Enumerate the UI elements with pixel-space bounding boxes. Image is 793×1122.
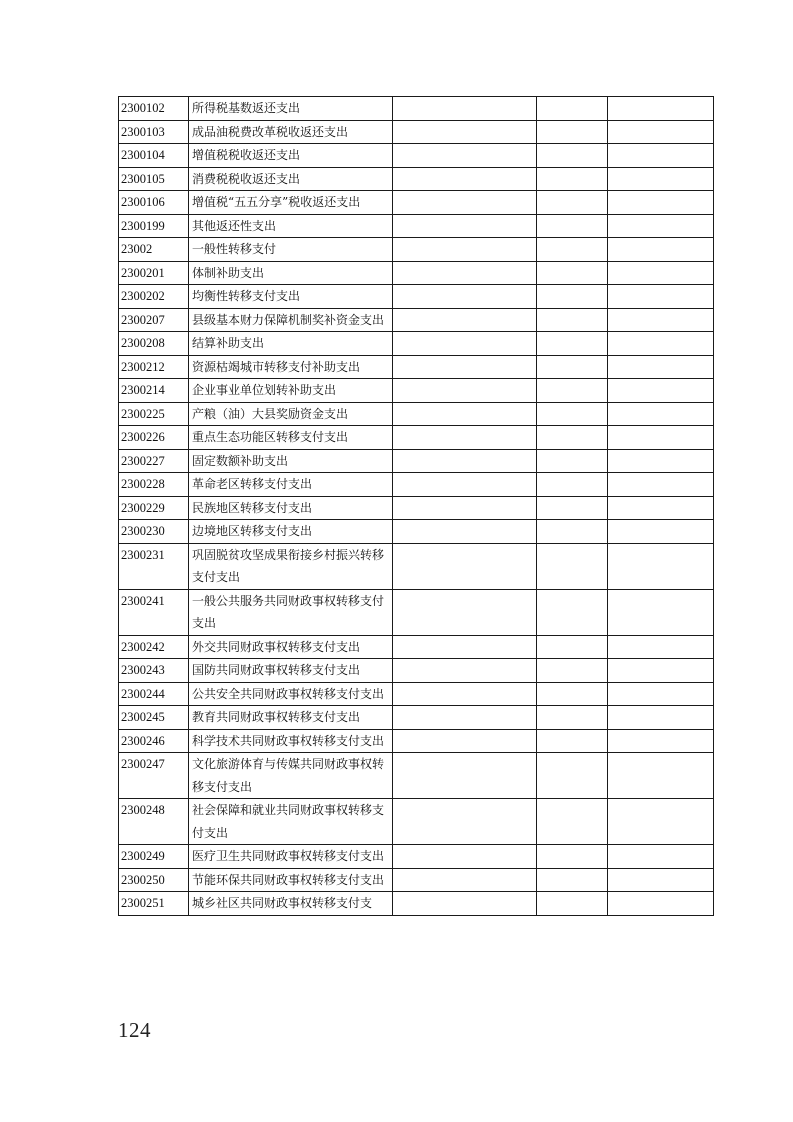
value-cell-a <box>393 682 537 706</box>
item-name-cell: 公共安全共同财政事权转移支付支出 <box>189 682 393 706</box>
value-cell-a <box>393 285 537 309</box>
value-cell-c <box>608 449 714 473</box>
item-code-cell: 2300241 <box>119 589 189 635</box>
item-code-cell: 2300231 <box>119 543 189 589</box>
value-cell-c <box>608 729 714 753</box>
item-code-cell: 2300250 <box>119 868 189 892</box>
value-cell-a <box>393 332 537 356</box>
value-cell-c <box>608 167 714 191</box>
item-name-cell: 文化旅游体育与传媒共同财政事权转移支付支出 <box>189 753 393 799</box>
value-cell-b <box>537 285 608 309</box>
item-code-cell: 2300243 <box>119 659 189 683</box>
table-row <box>119 892 714 916</box>
value-cell-c <box>608 144 714 168</box>
value-cell-c <box>608 799 714 845</box>
value-cell-c <box>608 379 714 403</box>
value-cell-a <box>393 892 537 916</box>
table-row <box>119 659 714 683</box>
value-cell-c <box>608 635 714 659</box>
item-name-cell: 所得税基数返还支出 <box>189 97 393 121</box>
value-cell-b <box>537 659 608 683</box>
item-name-cell: 消费税税收返还支出 <box>189 167 393 191</box>
item-code-cell: 2300207 <box>119 308 189 332</box>
value-cell-b <box>537 379 608 403</box>
item-name-cell: 科学技术共同财政事权转移支付支出 <box>189 729 393 753</box>
table-row <box>119 729 714 753</box>
table-row <box>119 426 714 450</box>
item-name-cell: 社会保障和就业共同财政事权转移支付支出 <box>189 799 393 845</box>
item-code-cell: 2300212 <box>119 355 189 379</box>
item-code-cell: 2300106 <box>119 191 189 215</box>
value-cell-a <box>393 238 537 262</box>
value-cell-a <box>393 520 537 544</box>
value-cell-c <box>608 214 714 238</box>
item-name-cell: 企业事业单位划转补助支出 <box>189 379 393 403</box>
value-cell-b <box>537 238 608 262</box>
table-row <box>119 589 714 635</box>
item-code-cell: 2300229 <box>119 496 189 520</box>
value-cell-b <box>537 706 608 730</box>
item-code-cell: 2300105 <box>119 167 189 191</box>
value-cell-a <box>393 426 537 450</box>
value-cell-c <box>608 402 714 426</box>
item-code-cell: 2300208 <box>119 332 189 356</box>
item-name-cell: 重点生态功能区转移支付支出 <box>189 426 393 450</box>
item-code-cell: 2300230 <box>119 520 189 544</box>
table-row <box>119 845 714 869</box>
value-cell-a <box>393 214 537 238</box>
table-body <box>119 97 714 916</box>
value-cell-b <box>537 845 608 869</box>
table-row <box>119 191 714 215</box>
table-row <box>119 799 714 845</box>
table-row <box>119 543 714 589</box>
item-code-cell: 2300249 <box>119 845 189 869</box>
table-row <box>119 332 714 356</box>
item-code-cell: 2300248 <box>119 799 189 845</box>
page-number: 124 <box>118 1018 151 1042</box>
item-code-cell: 2300201 <box>119 261 189 285</box>
item-name-cell: 成品油税费改革税收返还支出 <box>189 120 393 144</box>
value-cell-b <box>537 97 608 121</box>
item-code-cell: 2300226 <box>119 426 189 450</box>
item-name-cell: 民族地区转移支付支出 <box>189 496 393 520</box>
table-row <box>119 868 714 892</box>
value-cell-b <box>537 892 608 916</box>
value-cell-a <box>393 449 537 473</box>
item-code-cell: 2300199 <box>119 214 189 238</box>
value-cell-c <box>608 543 714 589</box>
value-cell-a <box>393 496 537 520</box>
item-name-cell: 教育共同财政事权转移支付支出 <box>189 706 393 730</box>
value-cell-b <box>537 332 608 356</box>
table-row <box>119 285 714 309</box>
value-cell-a <box>393 120 537 144</box>
value-cell-b <box>537 355 608 379</box>
item-name-cell: 外交共同财政事权转移支付支出 <box>189 635 393 659</box>
value-cell-b <box>537 426 608 450</box>
table-row <box>119 214 714 238</box>
value-cell-c <box>608 238 714 262</box>
table-row <box>119 635 714 659</box>
value-cell-b <box>537 682 608 706</box>
item-code-cell: 2300225 <box>119 402 189 426</box>
table-row <box>119 144 714 168</box>
value-cell-b <box>537 635 608 659</box>
value-cell-c <box>608 97 714 121</box>
item-name-cell: 革命老区转移支付支出 <box>189 473 393 497</box>
table-row <box>119 402 714 426</box>
item-name-cell: 节能环保共同财政事权转移支付支出 <box>189 868 393 892</box>
table-row <box>119 97 714 121</box>
item-name-cell: 资源枯竭城市转移支付补助支出 <box>189 355 393 379</box>
value-cell-a <box>393 589 537 635</box>
value-cell-b <box>537 520 608 544</box>
value-cell-c <box>608 892 714 916</box>
value-cell-a <box>393 97 537 121</box>
value-cell-c <box>608 706 714 730</box>
value-cell-b <box>537 753 608 799</box>
value-cell-c <box>608 659 714 683</box>
item-name-cell: 国防共同财政事权转移支付支出 <box>189 659 393 683</box>
item-name-cell: 城乡社区共同财政事权转移支付支 <box>189 892 393 916</box>
table-row <box>119 753 714 799</box>
value-cell-a <box>393 868 537 892</box>
value-cell-b <box>537 868 608 892</box>
table-row <box>119 706 714 730</box>
value-cell-a <box>393 191 537 215</box>
item-code-cell: 2300242 <box>119 635 189 659</box>
item-name-cell: 产粮（油）大县奖励资金支出 <box>189 402 393 426</box>
item-name-cell: 巩固脱贫攻坚成果衔接乡村振兴转移支付支出 <box>189 543 393 589</box>
table-row <box>119 308 714 332</box>
value-cell-b <box>537 261 608 285</box>
value-cell-a <box>393 402 537 426</box>
value-cell-b <box>537 543 608 589</box>
item-code-cell: 2300227 <box>119 449 189 473</box>
value-cell-b <box>537 799 608 845</box>
table-row <box>119 473 714 497</box>
value-cell-a <box>393 308 537 332</box>
value-cell-c <box>608 355 714 379</box>
value-cell-a <box>393 473 537 497</box>
table-row <box>119 355 714 379</box>
table-row <box>119 379 714 403</box>
item-name-cell: 县级基本财力保障机制奖补资金支出 <box>189 308 393 332</box>
item-code-cell: 2300246 <box>119 729 189 753</box>
value-cell-c <box>608 332 714 356</box>
value-cell-a <box>393 845 537 869</box>
value-cell-b <box>537 729 608 753</box>
value-cell-a <box>393 659 537 683</box>
table-row <box>119 496 714 520</box>
value-cell-b <box>537 402 608 426</box>
item-name-cell: 其他返还性支出 <box>189 214 393 238</box>
item-name-cell: 均衡性转移支付支出 <box>189 285 393 309</box>
value-cell-c <box>608 520 714 544</box>
table-row <box>119 120 714 144</box>
value-cell-a <box>393 799 537 845</box>
value-cell-c <box>608 589 714 635</box>
item-name-cell: 增值税“五五分享”税收返还支出 <box>189 191 393 215</box>
table-row <box>119 167 714 191</box>
item-code-cell: 2300202 <box>119 285 189 309</box>
item-name-cell: 医疗卫生共同财政事权转移支付支出 <box>189 845 393 869</box>
value-cell-a <box>393 753 537 799</box>
item-code-cell: 2300244 <box>119 682 189 706</box>
item-name-cell: 体制补助支出 <box>189 261 393 285</box>
budget-table <box>118 96 714 916</box>
value-cell-c <box>608 285 714 309</box>
item-code-cell: 2300245 <box>119 706 189 730</box>
item-code-cell: 2300102 <box>119 97 189 121</box>
value-cell-b <box>537 308 608 332</box>
value-cell-c <box>608 868 714 892</box>
item-code-cell: 2300103 <box>119 120 189 144</box>
item-name-cell: 一般性转移支付 <box>189 238 393 262</box>
value-cell-c <box>608 261 714 285</box>
table-row <box>119 449 714 473</box>
value-cell-a <box>393 379 537 403</box>
value-cell-c <box>608 120 714 144</box>
value-cell-c <box>608 845 714 869</box>
item-name-cell: 固定数额补助支出 <box>189 449 393 473</box>
value-cell-a <box>393 543 537 589</box>
item-code-cell: 2300228 <box>119 473 189 497</box>
table-row <box>119 682 714 706</box>
value-cell-b <box>537 449 608 473</box>
value-cell-b <box>537 589 608 635</box>
item-name-cell: 边境地区转移支付支出 <box>189 520 393 544</box>
table-row <box>119 520 714 544</box>
value-cell-a <box>393 706 537 730</box>
value-cell-a <box>393 355 537 379</box>
value-cell-c <box>608 308 714 332</box>
value-cell-c <box>608 473 714 497</box>
value-cell-c <box>608 496 714 520</box>
value-cell-b <box>537 496 608 520</box>
value-cell-b <box>537 120 608 144</box>
value-cell-b <box>537 473 608 497</box>
item-name-cell: 结算补助支出 <box>189 332 393 356</box>
value-cell-b <box>537 144 608 168</box>
value-cell-a <box>393 729 537 753</box>
item-code-cell: 2300104 <box>119 144 189 168</box>
value-cell-a <box>393 261 537 285</box>
table-row <box>119 238 714 262</box>
value-cell-a <box>393 167 537 191</box>
item-code-cell: 23002 <box>119 238 189 262</box>
value-cell-c <box>608 426 714 450</box>
item-name-cell: 增值税税收返还支出 <box>189 144 393 168</box>
item-code-cell: 2300214 <box>119 379 189 403</box>
value-cell-b <box>537 214 608 238</box>
item-code-cell: 2300251 <box>119 892 189 916</box>
value-cell-b <box>537 167 608 191</box>
value-cell-c <box>608 753 714 799</box>
value-cell-b <box>537 191 608 215</box>
item-name-cell: 一般公共服务共同财政事权转移支付支出 <box>189 589 393 635</box>
item-code-cell: 2300247 <box>119 753 189 799</box>
value-cell-c <box>608 682 714 706</box>
value-cell-a <box>393 144 537 168</box>
table-row <box>119 261 714 285</box>
value-cell-c <box>608 191 714 215</box>
value-cell-a <box>393 635 537 659</box>
